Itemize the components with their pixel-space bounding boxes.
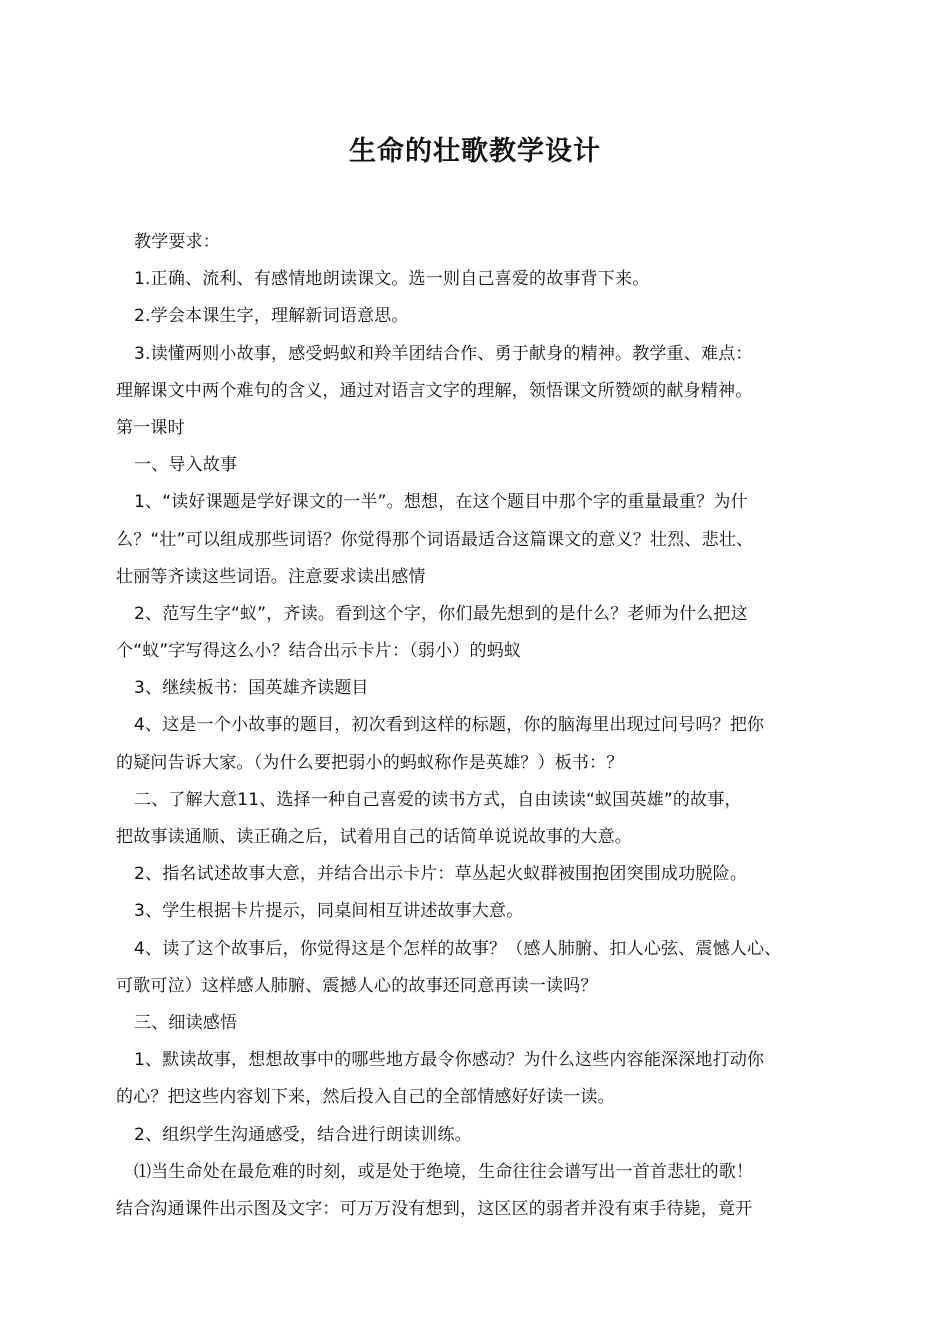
text-line: 4、读了这个故事后，你觉得这是个怎样的故事？（感人肺腑、扣人心弦、震憾人心、 (134, 938, 782, 959)
text-line: 个“蚁”字写得这么小？结合出示卡片：（弱小）的蚂蚁 (116, 641, 522, 662)
document-title: 生命的壮歌教学设计 (349, 136, 601, 167)
text-line: 一、导入故事 (134, 455, 238, 476)
text-line: 2、组织学生沟通感受，结合进行朗读训练。 (134, 1124, 472, 1145)
text-line: 3、学生根据卡片提示，同桌间相互讲述故事大意。 (134, 901, 524, 922)
text-line: 三、细读感悟 (134, 1012, 238, 1033)
text-line: 2.学会本课生字，理解新词语意思。 (134, 306, 409, 327)
text-line: 结合沟通课件出示图及文字：可万万没有想到，这区区的弱者并没有束手待毙，竟开 (116, 1198, 753, 1219)
text-line: 2、范写生字“蚁”，齐读。看到这个字，你们最先想到的是什么？老师为什么把这 (134, 603, 748, 624)
text-line: 1.正确、流利、有感情地朗读课文。选一则自己喜爱的故事背下来。 (134, 269, 650, 290)
text-line: 理解课文中两个难句的含义，通过对语言文字的理解，领悟课文所赞颂的献身精神。 (116, 380, 753, 401)
text-line: 的疑问告诉大家。（为什么要把弱小的蚂蚁称作是英雄？）板书：？ (116, 752, 624, 773)
text-line: 2、指名试述故事大意，并结合出示卡片：草丛起火蚁群被围抱团突围成功脱险。 (134, 864, 748, 885)
text-line: 壮丽等齐读这些词语。注意要求读出感情 (116, 566, 426, 587)
text-line: 3、继续板书：国英雄齐读题目 (134, 678, 369, 699)
text-line: ⑴当生命处在最危难的时刻，或是处于绝境，生命往往会谱写出一首首悲壮的歌！ (134, 1161, 754, 1182)
text-line: 二、了解大意11、选择一种自己喜爱的读书方式，自由读读“蚁国英雄”的故事， (134, 789, 742, 810)
text-line: 4、这是一个小故事的题目，初次看到这样的标题，你的脑海里出现过问号吗？把你 (134, 715, 765, 736)
document-body (116, 224, 852, 1228)
text-line: 教学要求： (134, 232, 220, 252)
text-line: 1、“读好课题是学好课文的一半”。想想，在这个题目中那个字的重量最重？为什 (134, 492, 748, 513)
text-line: 第一课时 (116, 417, 185, 438)
text-line: 3.读懂两则小故事，感受蚂蚁和羚羊团结合作、勇于献身的精神。教学重、难点： (134, 343, 753, 364)
text-line: 可歌可泣）这样感人肺腑、震撼人心的故事还同意再读一读吗？ (116, 975, 598, 996)
text-line: 么？“壮”可以组成那些词语？你觉得那个词语最适合这篇课文的意义？壮烈、悲壮、 (116, 529, 754, 550)
text-line: 的心？把这些内容划下来，然后投入自己的全部情感好好读一读。 (116, 1087, 615, 1108)
text-line: 把故事读通顺、读正确之后，试着用自己的话简单说说故事的大意。 (116, 827, 632, 847)
text-line: 1、默读故事，想想故事中的哪些地方最令你感动？为什么这些内容能深深地打动你 (134, 1050, 765, 1071)
